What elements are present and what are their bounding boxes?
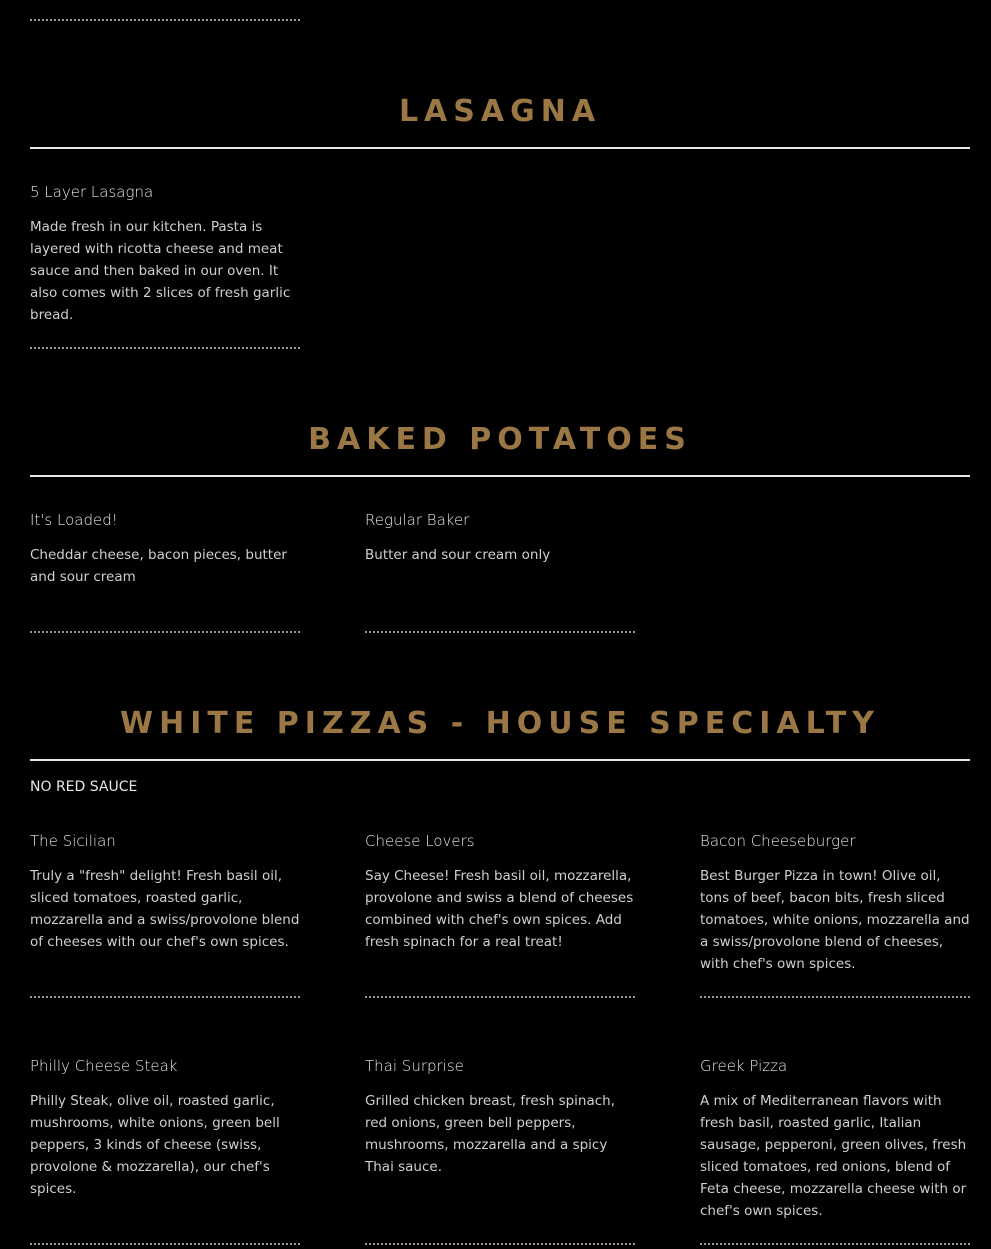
section-title-white-pizzas: WHITE PIZZAS - HOUSE SPECIALTY: [120, 706, 880, 741]
section-note: NO RED SAUCE: [30, 779, 138, 795]
dotted-divider: [365, 1243, 635, 1245]
dotted-divider: [30, 347, 300, 349]
dotted-divider: [700, 996, 970, 998]
section-title-baked-potatoes: BAKED POTATOES: [308, 422, 692, 457]
item-description: Grilled chicken breast, fresh spinach, red onions, green bell peppers, mushrooms, mozzarella and a spicy Thai sauce.: [365, 1093, 616, 1175]
item-name: Thai Surprise: [365, 1057, 464, 1075]
item-description: Say Cheese! Fresh basil oil, mozzarella, provolone and swiss a blend of cheeses combined with chef's own spices. Add fresh spinach for a real treat!: [365, 868, 634, 950]
dotted-divider: [30, 631, 300, 633]
item-name: Regular Baker: [365, 511, 470, 529]
item-name: Cheese Lovers: [365, 832, 475, 850]
section-rule: [30, 475, 970, 477]
section-rule: [30, 759, 970, 761]
item-description: Butter and sour cream only: [365, 547, 551, 563]
dotted-divider: [365, 631, 635, 633]
item-name: Philly Cheese Steak: [30, 1057, 178, 1075]
dotted-divider: [30, 19, 300, 21]
item-description: A mix of Mediterranean flavors with fresh basil, roasted garlic, Italian sausage, pepperoni, green olives, fresh sliced tomatoes, red onions, blend of Feta cheese, mozzarella cheese with or chef's own spices.: [700, 1093, 967, 1219]
item-description: Cheddar cheese, bacon pieces, butter and sour cream: [30, 547, 287, 585]
item-name: It's Loaded!: [30, 511, 118, 529]
dotted-divider: [30, 1243, 300, 1245]
item-name: Bacon Cheeseburger: [700, 832, 856, 850]
dotted-divider: [30, 996, 300, 998]
item-description: Made fresh in our kitchen. Pasta is layered with ricotta cheese and meat sauce and then baked in our oven. It also comes with 2 slices of fresh garlic bread.: [30, 219, 291, 323]
section-rule: [30, 147, 970, 149]
item-description: Truly a "fresh" delight! Fresh basil oil, sliced tomatoes, roasted garlic, mozzarella and a swiss/provolone blend of cheeses with our chef's own spices.: [30, 868, 300, 950]
item-description: Philly Steak, olive oil, roasted garlic, mushrooms, white onions, green bell peppers, 3 kinds of cheese (swiss, provolone & mozzarella), our chef's spices.: [30, 1093, 280, 1197]
dotted-divider: [700, 1243, 970, 1245]
item-name: Greek Pizza: [700, 1057, 788, 1075]
item-name: The Sicilian: [30, 832, 116, 850]
dotted-divider: [365, 996, 635, 998]
section-title-lasagna: LASAGNA: [398, 94, 602, 129]
item-description: Best Burger Pizza in town! Olive oil, tons of beef, bacon bits, fresh sliced tomatoes, white onions, mozzarella and a swiss/provolone blend of cheeses, with chef's own spices.: [700, 868, 970, 972]
item-name: 5 Layer Lasagna: [30, 183, 154, 201]
